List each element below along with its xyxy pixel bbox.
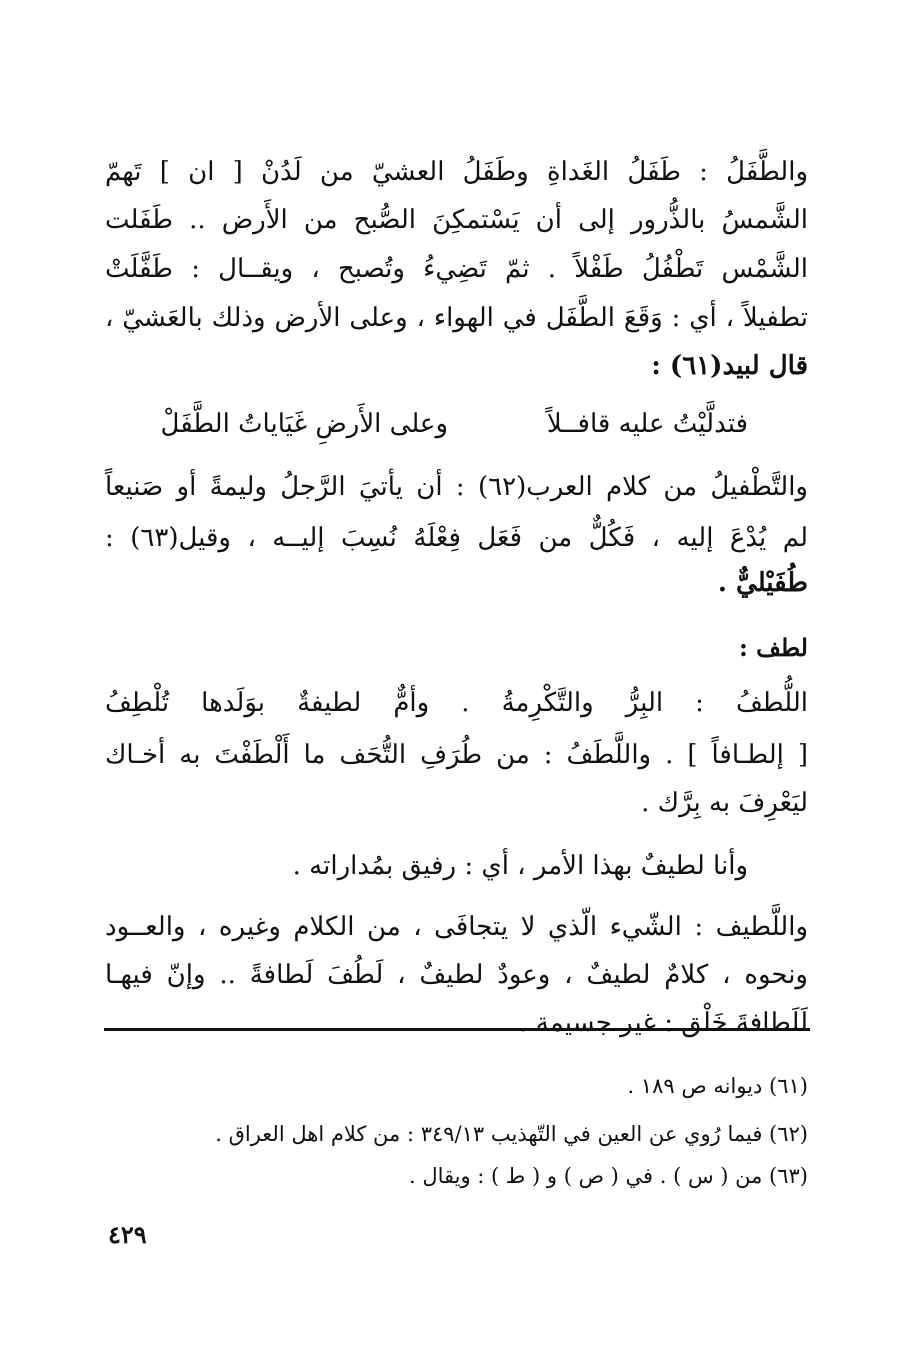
entry-heading: لطف : — [738, 633, 808, 662]
text-line: والطَّفَلُ : طَفَلُ الغَداةِ وطَفَلُ العشيّ من لَدُنْ [ ان ] تَهمّ — [105, 157, 808, 187]
text-line: ونحوه ، كلامٌ لطيفٌ ، وعودٌ لطيفٌ ، لَطُفَ لَطافةً .. وإنّ فيهـا — [105, 960, 808, 990]
footnote: (٦٢) فيما رُوي عن العين في التّهذيب ٣٤٩/١٣ : من كلام اهل العراق . — [215, 1122, 808, 1146]
footnote: (٦١) ديوانه ص ١٨٩ . — [627, 1074, 808, 1098]
footnote: (٦٣) من ( س ) . في ( ص ) و ( ط ) : ويقال . — [409, 1164, 808, 1188]
verse-hemistich-right: فتدلَّيْتُ عليه قافــلاً — [546, 409, 748, 439]
text-line: لم يُدْعَ إليه ، فَكُلٌّ من فَعَل فِعْلَهُ نُسِبَ إليــه ، وقيل(٦٣) : — [105, 523, 808, 553]
text-line: ليَعْرِفَ به بِرَّك . — [641, 788, 808, 818]
text-line: تطفيلاً ، أي : وَقَعَ الطَّفَل في الهواء ، وعلى الأرض وذلك بالعَشيّ ، — [105, 303, 808, 333]
text-line: طُفَيْليٌّ . — [717, 568, 808, 598]
verse-hemistich-left: وعلى الأَرضِ غَيَاياتُ الطَّفَلْ — [160, 409, 448, 439]
text-line: وأنا لطيفٌ بهذا الأمر ، أي : رفيق بمُداراته . — [292, 851, 748, 881]
footnote-divider — [104, 1028, 810, 1031]
text-line: الشَّمْس تَطْفُلُ طَفْلاً . ثمّ تَضِيءُ وتُصبح ، ويقــال : طَفَّلَتْ — [105, 254, 808, 284]
text-line: اللُّطفُ : البِرُّ والتَّكْرِمةُ . وأمٌّ لطيفةٌ بوَلَدها تُلْطِفُ — [105, 688, 808, 718]
text-line: قال لبيد(٦١) : — [651, 351, 808, 381]
text-line: والتَّطْفيلُ من كلام العرب(٦٢) : أن يأتيَ الرَّجلُ وليمةً أو صَنيعاً — [105, 472, 808, 502]
text-line: لَلَطافةَ خَلْق : غير جسيمة . — [519, 1008, 808, 1038]
page-number: ٤٢٩ — [108, 1220, 147, 1249]
text-line: واللَّطيف : الشّيء الّذي لا يتجافَى ، من الكلام وغيره ، والعــود — [105, 912, 808, 942]
text-line: [ إلطـافاً ] . واللَّطَفُ : من طُرَفِ التُّحَف ما أَلْطَفْتَ به أخـاك — [105, 740, 808, 770]
text-line: الشَّمسُ بالذُّرور إلى أن يَسْتمكِنَ الصُّبح من الأَرض .. طَفَلت — [105, 205, 808, 235]
